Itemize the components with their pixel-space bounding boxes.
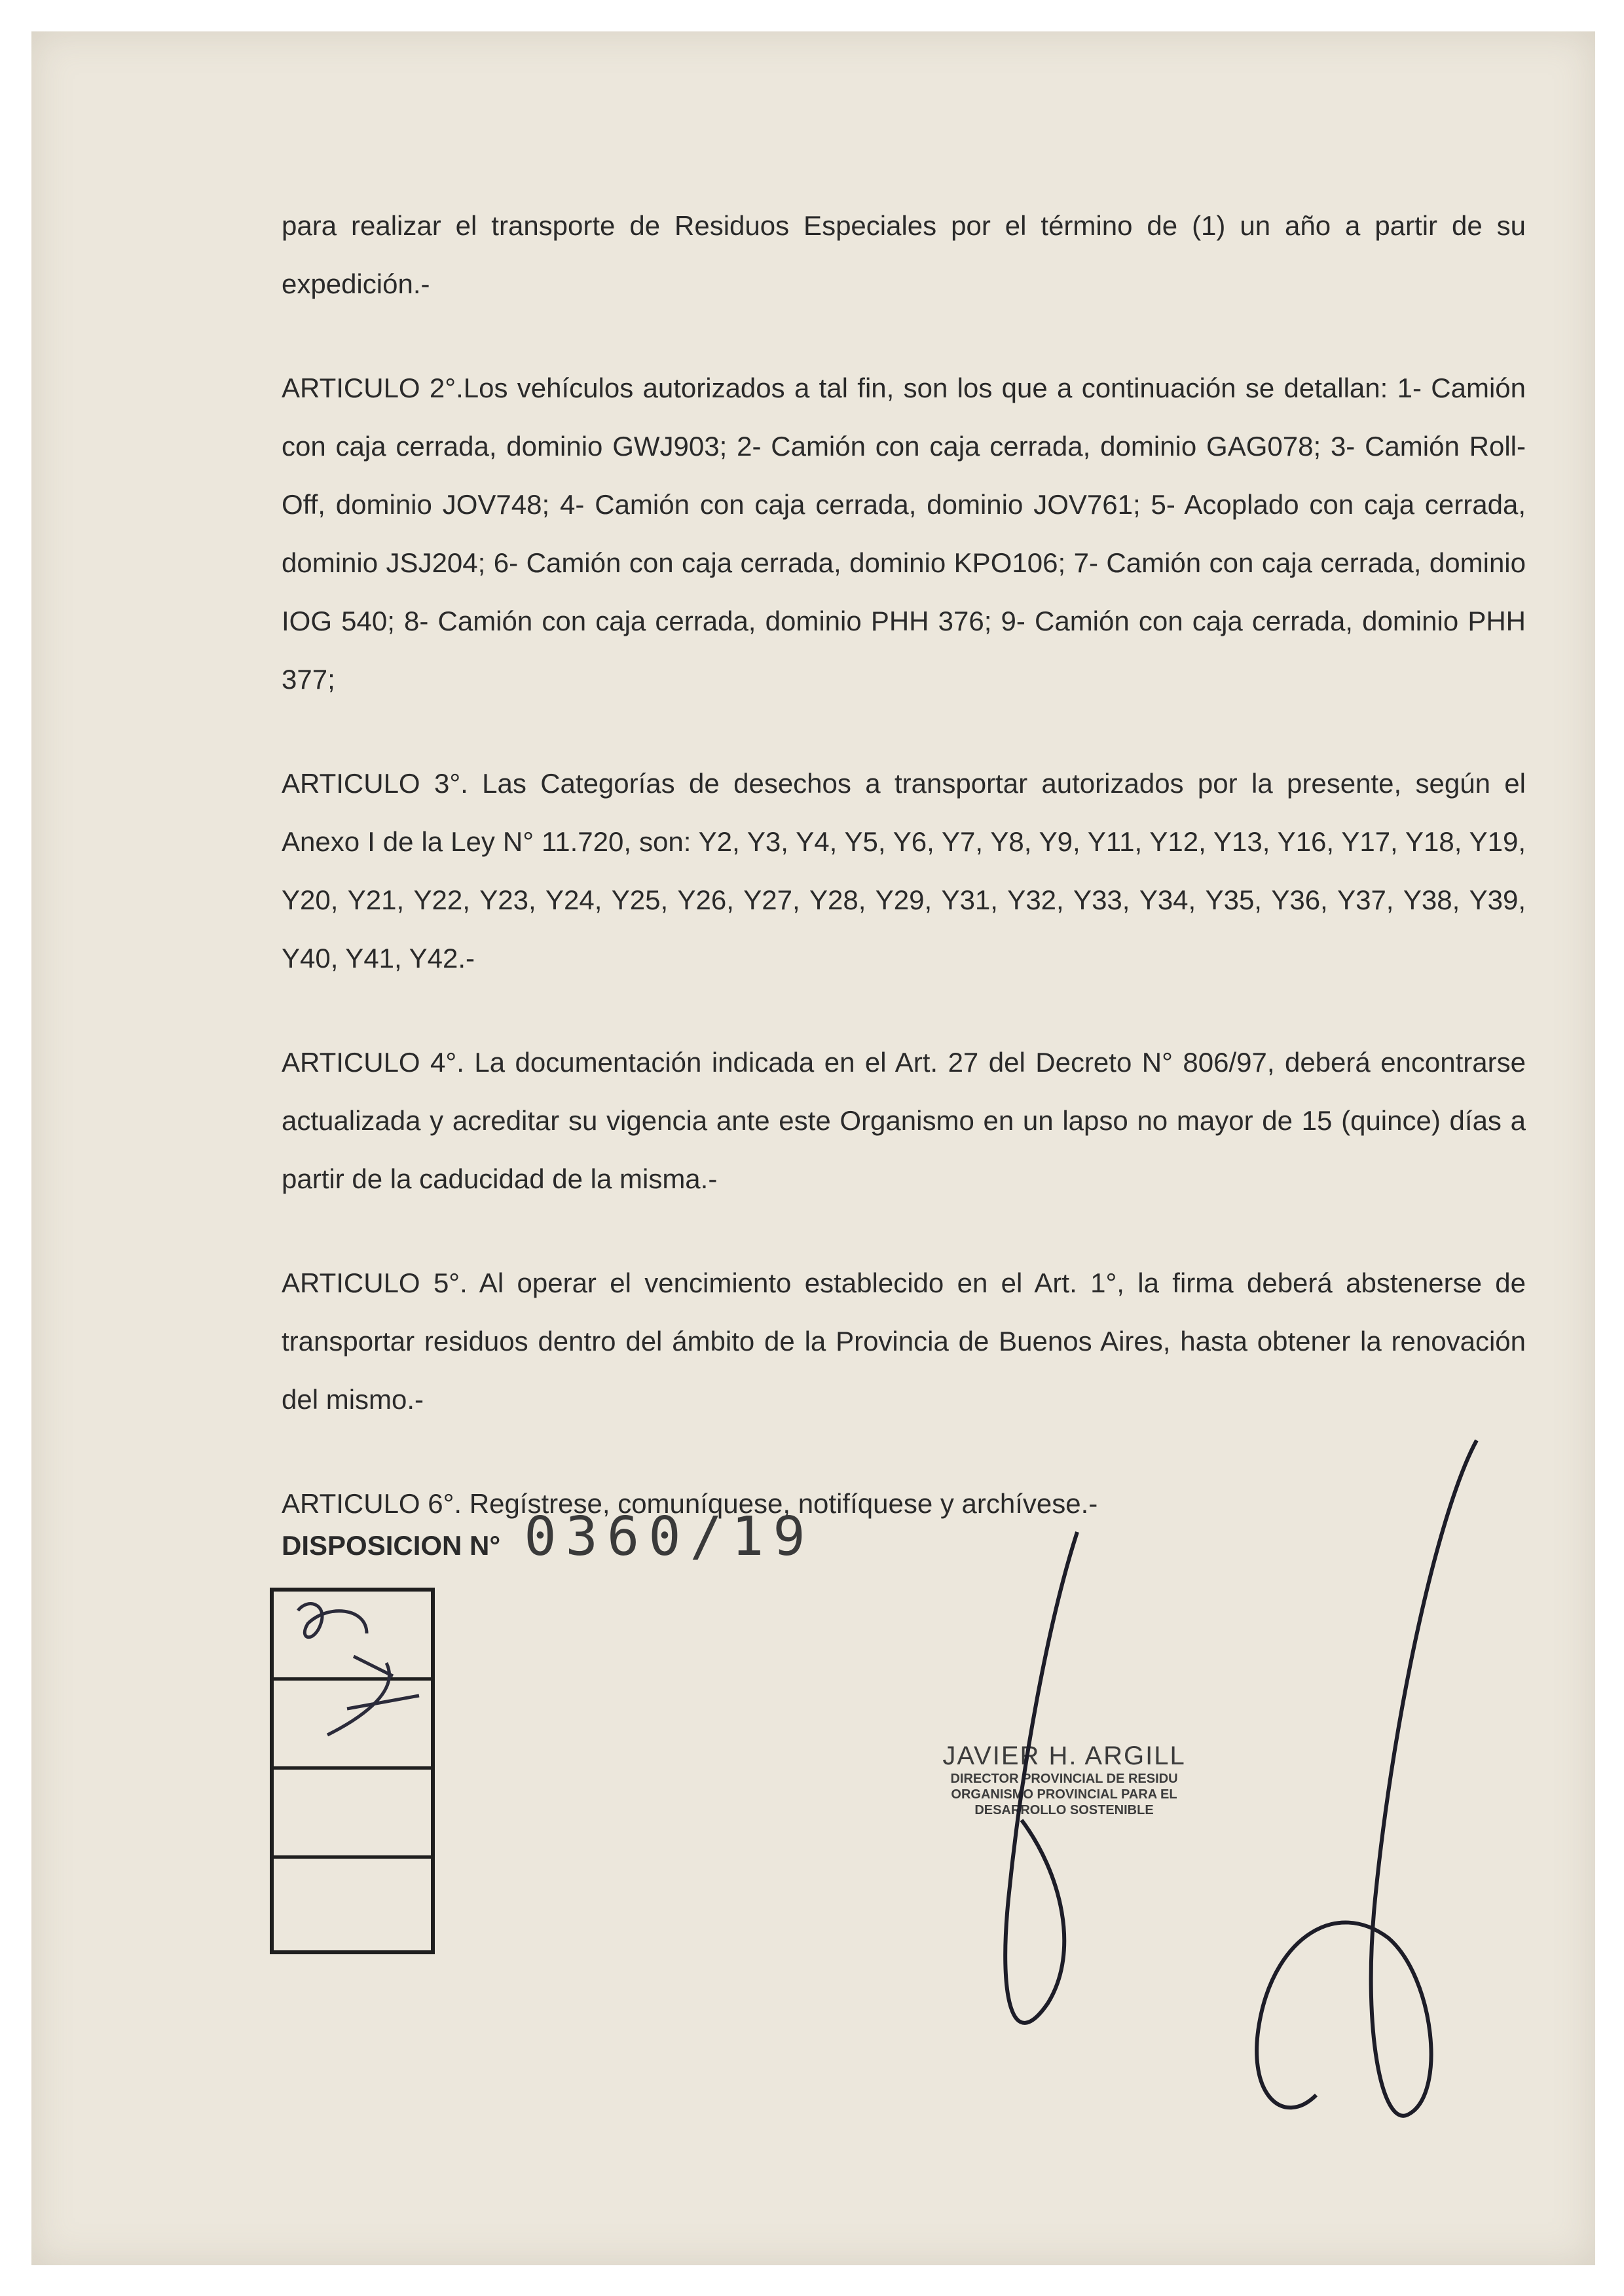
paragraph-intro: para realizar el transporte de Residuos Especiales por el término de (1) un año a partir de su expedición.- [282, 210, 1526, 299]
initials-box [270, 1588, 435, 1954]
paragraph-articulo-5: ARTICULO 5°. Al operar el vencimiento establecido en el Art. 1°, la firma deberá abstenerse de transportar residuos dentro del ámbito de la Provincia de Buenos Aires, hasta obtener la renovación del mismo.- [282, 1267, 1526, 1415]
paragraph-articulo-2: ARTICULO 2°.Los vehículos autorizados a tal fin, son los que a continuación se detallan: 1- Camión con caja cerrada, dominio GWJ903; 2- Camión con caja cerrada, dominio GAG078; 3- Camión Roll-Off, dominio JOV748; 4- Camión con caja cerrada, dominio JOV761; 5- Acoplado con caja cerrada, dominio JSJ204; 6- Camión con caja cerrada, dominio KPO106; 7- Camión con caja cerrada, dominio IOG 540; 8- Camión con caja cerrada, dominio PHH 376; 9- Camión con caja cerrada, dominio PHH 377; [282, 373, 1526, 695]
stamp-line-2: ORGANISMO PROVINCIAL PARA EL [951, 1787, 1177, 1802]
stamp-line-1: DIRECTOR PROVINCIAL DE RESIDU [950, 1772, 1178, 1786]
initials-cell [274, 1681, 431, 1770]
stamp-line-3: DESARROLLO SOSTENIBLE [974, 1803, 1154, 1817]
paragraph-articulo-3: ARTICULO 3°. Las Categorías de desechos a transportar autorizados por la presente, según el Anexo I de la Ley N° 11.720, son: Y2, Y3, Y4, Y5, Y6, Y7, Y8, Y9, Y11, Y12, Y13, Y16, Y17, Y18, Y19, Y20, Y21, Y22, Y23, Y24, Y25, Y26, Y27, Y28, Y29, Y31, Y32, Y33, Y34, Y35, Y36, Y37, Y38, Y39, Y40, Y41, Y42.- [282, 768, 1526, 974]
disposicion-line [282, 1506, 815, 1568]
disposicion-number: 0360/19 [524, 1506, 815, 1568]
initials-cell [274, 1592, 431, 1681]
initials-cell [274, 1859, 431, 1944]
official-stamp [913, 1741, 1215, 1818]
document-body [282, 196, 1526, 1578]
disposicion-label: DISPOSICION N° [282, 1530, 501, 1561]
stamp-name: JAVIER H. ARGILL [942, 1741, 1186, 1770]
paragraph-articulo-6: ARTICULO 6°. Regístrese, comuníquese, notifíquese y archívese.- [282, 1488, 1098, 1519]
initials-cell [274, 1770, 431, 1859]
paragraph-articulo-4: ARTICULO 4°. La documentación indicada en el Art. 27 del Decreto N° 806/97, deberá encontrarse actualizada y acreditar su vigencia ante este Organismo en un lapso no mayor de 15 (quince) días a partir de la caducidad de la misma.- [282, 1047, 1526, 1194]
